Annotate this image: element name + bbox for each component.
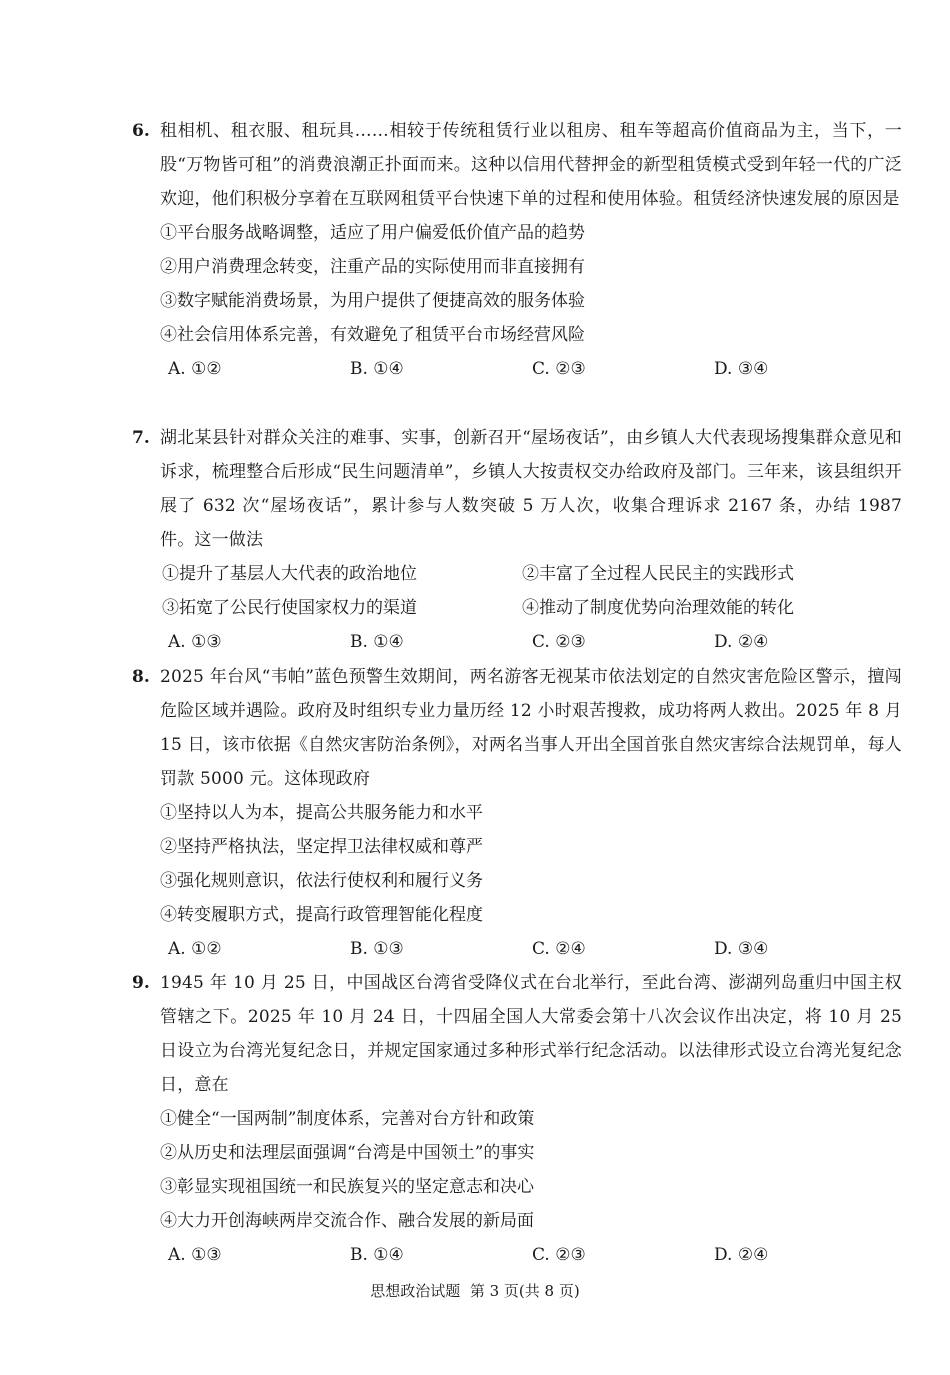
- page-footer: [0, 1279, 950, 1303]
- answer-choice-a: A. ①③: [168, 632, 222, 652]
- answer-choice-a: A. ①②: [168, 939, 222, 959]
- statement-option: ②从历史和法理层面强调“台湾是中国领土”的事实: [160, 1143, 535, 1163]
- question-9: [132, 966, 902, 1272]
- statement-option: ④大力开创海峡两岸交流合作、融合发展的新局面: [160, 1211, 534, 1231]
- answer-choice-c: C. ②④: [532, 939, 586, 959]
- question-number: 6.: [132, 121, 150, 141]
- statement-option: ④社会信用体系完善，有效避免了租赁平台市场经营风险: [160, 325, 585, 345]
- statement-row: [162, 557, 902, 591]
- answer-choices: [168, 1238, 902, 1272]
- question-7: [132, 421, 902, 659]
- answer-choice-c: C. ②③: [532, 359, 586, 379]
- statement-option: ④转变履职方式，提高行政管理智能化程度: [160, 905, 483, 925]
- statement-option: ②丰富了全过程人民民主的实践形式: [522, 564, 794, 584]
- answer-choices: [168, 352, 902, 386]
- question-stem: 湖北某县针对群众关注的难事、实事，创新召开“屋场夜话”，由乡镇人大代表现场搜集群众意见和诉求，梳理整合后形成“民生问题清单”，乡镇人大按责权交办给政府及部门。三年来，该县组织开展了 632 次“屋场夜话”，累计参与人数突破 5 万人次，收集合理诉求 2167 条，办结 1987 件。这一做法: [160, 428, 902, 550]
- statement-row: [162, 591, 902, 625]
- question-number: 8.: [132, 667, 150, 687]
- statement-option: ①坚持以人为本，提高公共服务能力和水平: [160, 803, 483, 823]
- answer-choice-b: B. ①④: [350, 632, 404, 652]
- question-8: [132, 660, 902, 966]
- answer-choice-c: C. ②③: [532, 1245, 586, 1265]
- footer-page-number: 第 3 页(共 8 页): [469, 1282, 580, 1300]
- statement-option: ③数字赋能消费场景，为用户提供了便捷高效的服务体验: [160, 291, 585, 311]
- answer-choice-b: B. ①④: [350, 1245, 404, 1265]
- answer-choices: [168, 932, 902, 966]
- question-number: 7.: [132, 428, 150, 448]
- statement-option: ②用户消费理念转变，注重产品的实际使用而非直接拥有: [160, 257, 585, 277]
- question-stem: 1945 年 10 月 25 日，中国战区台湾省受降仪式在台北举行，至此台湾、澎湖列岛重归中国主权管辖之下。2025 年 10 月 24 日，十四届全国人大常委会第十八次会议作出决定，将 10 月 25 日设立为台湾光复纪念日，并规定国家通过多种形式举行纪念活动。以法律形式设立台湾光复纪念日，意在: [160, 973, 902, 1095]
- statement-option: ②坚持严格执法，坚定捍卫法律权威和尊严: [160, 837, 483, 857]
- statement-option: ③彰显实现祖国统一和民族复兴的坚定意志和决心: [160, 1177, 534, 1197]
- footer-subject: 思想政治试题: [370, 1282, 461, 1300]
- answer-choice-d: D. ②④: [714, 632, 769, 652]
- statement-option: ④推动了制度优势向治理效能的转化: [522, 598, 794, 618]
- question-stem: 租相机、租衣服、租玩具……相较于传统租赁行业以租房、租车等超高价值商品为主，当下，一股“万物皆可租”的消费浪潮正扑面而来。这种以信用代替押金的新型租赁模式受到年轻一代的广泛欢迎，他们积极分享着在互联网租赁平台快速下单的过程和使用体验。租赁经济快速发展的原因是: [160, 121, 902, 209]
- statement-option: ③拓宽了公民行使国家权力的渠道: [162, 598, 417, 618]
- answer-choice-c: C. ②③: [532, 632, 586, 652]
- question-6: [132, 114, 902, 386]
- answer-choice-d: D. ②④: [714, 1245, 769, 1265]
- answer-choice-a: A. ①③: [168, 1245, 222, 1265]
- question-number: 9.: [132, 973, 150, 993]
- answer-choice-b: B. ①④: [350, 359, 404, 379]
- statement-option: ①平台服务战略调整，适应了用户偏爱低价值产品的趋势: [160, 223, 585, 243]
- statement-option: ①健全“一国两制”制度体系，完善对台方针和政策: [160, 1109, 535, 1129]
- statement-option: ①提升了基层人大代表的政治地位: [162, 564, 417, 584]
- question-stem: 2025 年台风“韦帕”蓝色预警生效期间，两名游客无视某市依法划定的自然灾害危险区警示，擅闯危险区域并遇险。政府及时组织专业力量历经 12 小时艰苦搜救，成功将两人救出。2025 年 8 月 15 日，该市依据《自然灾害防治条例》，对两名当事人开出全国首张自然灾害综合法规罚单，每人罚款 5000 元。这体现政府: [160, 667, 902, 789]
- answer-choices: [168, 625, 902, 659]
- answer-choice-a: A. ①②: [168, 359, 222, 379]
- answer-choice-d: D. ③④: [714, 939, 769, 959]
- answer-choice-b: B. ①③: [350, 939, 404, 959]
- answer-choice-d: D. ③④: [714, 359, 769, 379]
- statement-option: ③强化规则意识，依法行使权利和履行义务: [160, 871, 483, 891]
